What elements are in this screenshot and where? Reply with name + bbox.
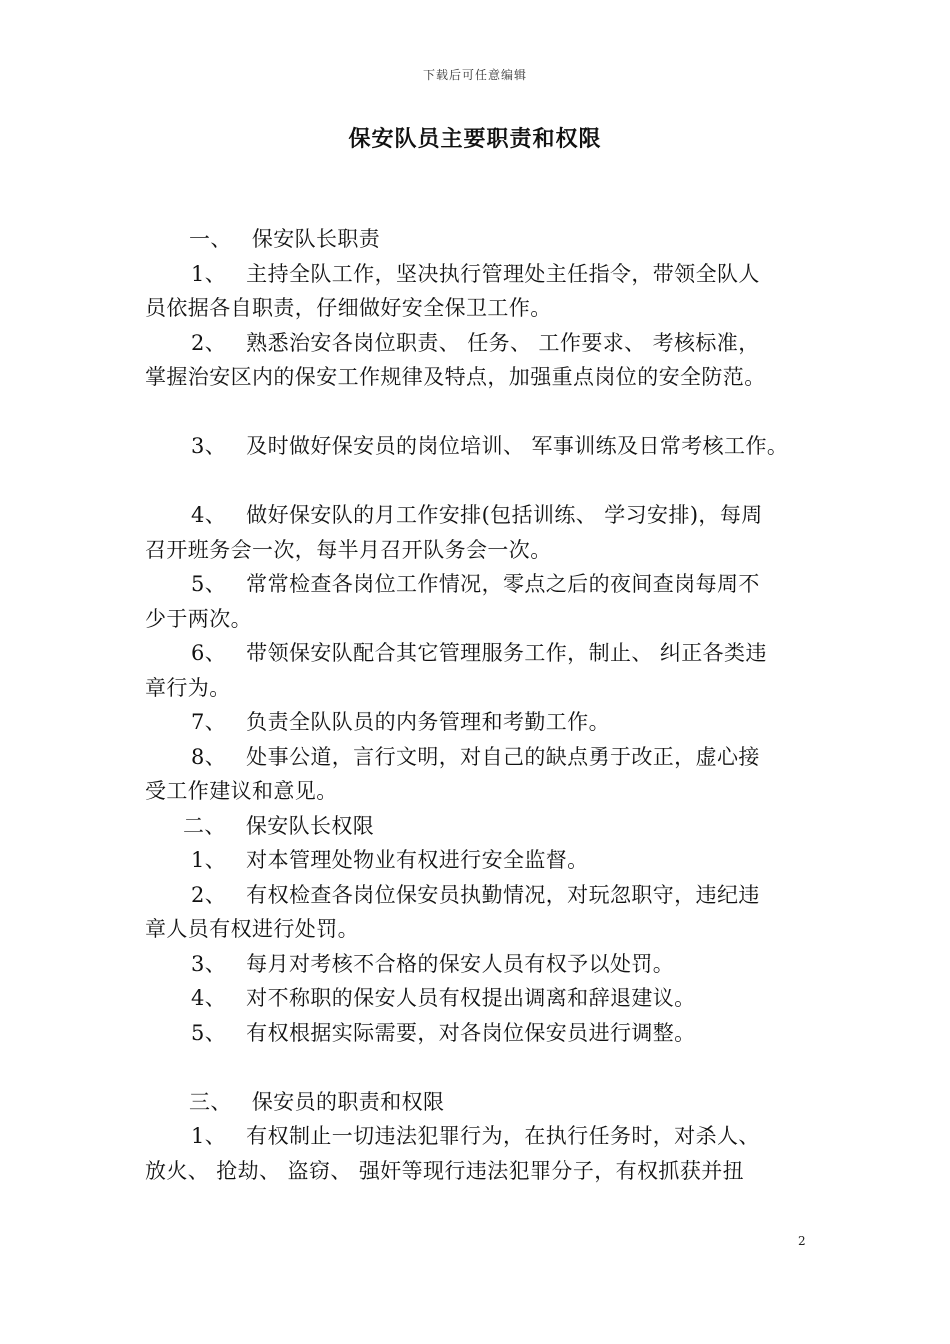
item-number: 1、 bbox=[191, 261, 227, 286]
section-heading-text: 保安员的职责和权限 bbox=[251, 1089, 445, 1114]
section-heading bbox=[145, 1085, 825, 1120]
item-text: 有权根据实际需要，对各岗位保安员进行调整。 bbox=[246, 1020, 696, 1045]
list-item-continuation: 放火、 抢劫、 盗窃、 强奸等现行违法犯罪分子，有权抓获并扭 bbox=[145, 1158, 745, 1183]
paragraph-gap bbox=[145, 395, 825, 430]
item-number: 3、 bbox=[191, 951, 227, 976]
item-text: 每月对考核不合格的保安人员有权予以处罚。 bbox=[246, 951, 675, 976]
item-text: 对不称职的保安人员有权提出调离和辞退建议。 bbox=[246, 986, 696, 1010]
item-number: 4、 bbox=[191, 986, 227, 1010]
item-number: 2、 bbox=[191, 330, 227, 355]
document-title: 保安队员主要职责和权限 bbox=[348, 126, 602, 152]
page-number: 2 bbox=[798, 1234, 806, 1248]
item-number: 1、 bbox=[191, 848, 227, 872]
list-item-line bbox=[145, 257, 825, 292]
list-item-line bbox=[145, 740, 825, 775]
paragraph-gap bbox=[145, 1050, 825, 1085]
list-item-continuation: 掌握治安区内的保安工作规律及特点，加强重点岗位的安全防范。 bbox=[145, 365, 766, 389]
list-item-continuation: 章人员有权进行处罚。 bbox=[145, 917, 359, 941]
item-number: 6、 bbox=[191, 641, 227, 665]
list-item-line bbox=[145, 981, 825, 1016]
list-item-line bbox=[145, 1016, 825, 1051]
item-text: 有权检查各岗位保安员执勤情况，对玩忽职守，违纪违 bbox=[246, 882, 760, 907]
item-text: 及时做好保安员的岗位培训、 军事训练及日常考核工作。 bbox=[246, 434, 789, 458]
document-body bbox=[145, 222, 825, 1188]
section-heading-number: 二、 bbox=[183, 813, 226, 838]
item-text: 有权制止一切违法犯罪行为，在执行任务时，对杀人、 bbox=[246, 1124, 760, 1148]
section-heading-number: 一、 bbox=[189, 227, 232, 251]
list-item-line bbox=[145, 947, 825, 982]
item-text: 做好保安队的月工作安排(包括训练、 学习安排)，每周 bbox=[246, 503, 763, 527]
item-number: 2、 bbox=[191, 882, 227, 907]
list-item-line bbox=[145, 429, 825, 464]
list-item-line bbox=[145, 705, 825, 740]
item-text: 带领保安队配合其它管理服务工作，制止、 纠正各类违 bbox=[246, 641, 767, 665]
item-number: 3、 bbox=[191, 434, 227, 458]
list-item-continuation: 少于两次。 bbox=[145, 606, 252, 631]
item-text: 负责全队队员的内务管理和考勤工作。 bbox=[246, 710, 610, 734]
item-number: 7、 bbox=[191, 710, 227, 734]
list-item-continuation: 员依据各自职责，仔细做好安全保卫工作。 bbox=[145, 296, 552, 320]
list-item-line bbox=[145, 636, 825, 671]
list-item-line bbox=[145, 567, 825, 602]
section-heading-text: 保安队长权限 bbox=[245, 813, 375, 838]
item-text: 对本管理处物业有权进行安全监督。 bbox=[246, 848, 589, 872]
item-number: 5、 bbox=[191, 1020, 227, 1045]
list-item-line bbox=[145, 843, 825, 878]
item-text: 处事公道，言行文明，对自己的缺点勇于改正，虚心接 bbox=[246, 744, 760, 769]
list-item-line bbox=[145, 878, 825, 913]
paragraph-gap bbox=[145, 464, 825, 499]
item-text: 主持全队工作，坚决执行管理处主任指令，带领全队人 bbox=[246, 261, 760, 286]
list-item-line bbox=[145, 326, 825, 361]
item-number: 1、 bbox=[191, 1124, 227, 1148]
list-item-continuation: 章行为。 bbox=[145, 675, 231, 700]
section-heading-text: 保安队长职责 bbox=[251, 227, 381, 251]
item-text: 熟悉治安各岗位职责、 任务、 工作要求、 考核标准， bbox=[246, 330, 760, 355]
section-heading bbox=[145, 809, 825, 844]
item-text: 常常检查各岗位工作情况，零点之后的夜间查岗每周不 bbox=[246, 572, 760, 596]
header-note: 下载后可任意编辑 bbox=[422, 68, 527, 82]
item-number: 4、 bbox=[191, 503, 227, 527]
list-item-continuation: 召开班务会一次，每半月召开队务会一次。 bbox=[145, 537, 552, 562]
section-heading-number: 三、 bbox=[189, 1089, 232, 1114]
item-number: 5、 bbox=[191, 572, 227, 596]
list-item-continuation: 受工作建议和意见。 bbox=[145, 779, 338, 803]
section-heading bbox=[145, 222, 825, 257]
list-item-line bbox=[145, 1119, 825, 1154]
list-item-line bbox=[145, 498, 825, 533]
item-number: 8、 bbox=[191, 744, 227, 769]
